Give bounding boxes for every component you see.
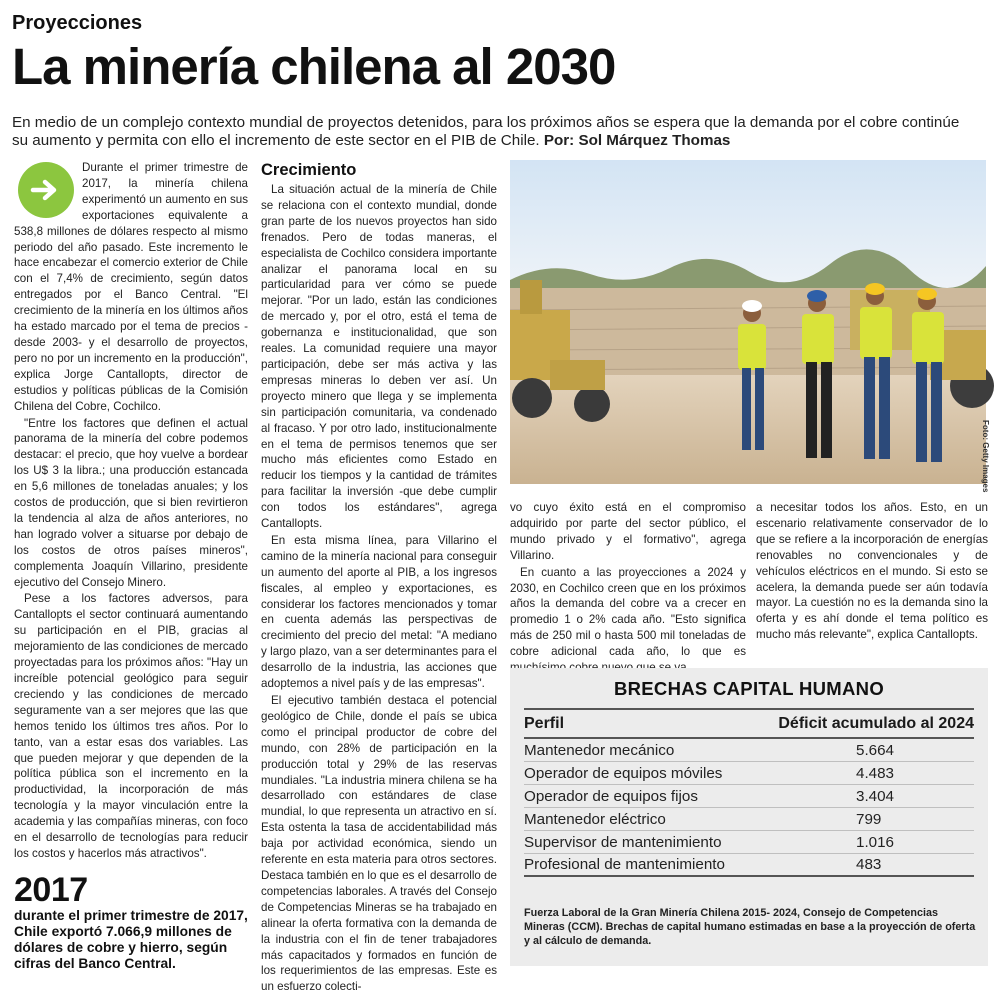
stat-year: 2017 bbox=[14, 870, 88, 909]
table-header bbox=[524, 708, 974, 739]
table-row bbox=[524, 831, 974, 854]
table-cell-perfil: Operador de equipos móviles bbox=[524, 764, 723, 782]
table-cell-perfil: Operador de equipos fijos bbox=[524, 787, 698, 805]
miners-photo bbox=[510, 160, 986, 484]
table-row bbox=[524, 854, 974, 877]
paragraph: a necesitar todos los años. Esto, en un escenario relativamente conservador de lo que se refiere a la incorporación de energías renovables no convencionales y de vehículos eléctricos en el mundo. Si esto se acelera, la demanda puede ser aún todavía mayor. La cuestión no es la demanda sino la oferta y es ahí donde el tema político es mucho más relevante", explica Cantallopts. bbox=[756, 501, 988, 642]
table-cell-deficit: 4.483 bbox=[856, 764, 895, 782]
table-row bbox=[524, 762, 974, 785]
deck-text: En medio de un complejo contexto mundial de proyectos detenidos, para los próximos años se espera que la demanda por el cobre continúe su aumento y permita con ello el incremento de este sector en el PIB de Chile. bbox=[12, 114, 960, 149]
paragraph: "Entre los factores que definen el actual panorama de la minería del cobre podemos destacar: el precio, que hoy vuelve a bordear los U$ 3 la libra.; una producción estancada en 5,6 millones de toneladas anuales; y los costos de producción, que si bien revirtieron la tendencia al alza de años anteriores, no han logrado volver a situarse por debajo de los costos de otros países mineros", complementa Joaquín Villarino, presidente ejecutivo del Consejo Minero. bbox=[14, 416, 248, 589]
human-capital-table bbox=[524, 708, 974, 877]
table-cell-deficit: 5.664 bbox=[856, 741, 895, 759]
headline: La minería chilena al 2030 bbox=[12, 38, 616, 95]
table-cell-deficit: 1.016 bbox=[856, 833, 895, 851]
table-row bbox=[524, 739, 974, 762]
byline: Por: Sol Márquez Thomas bbox=[543, 132, 731, 149]
table-row bbox=[524, 808, 974, 831]
table-source-note: Fuerza Laboral de la Gran Minería Chilena 2015- 2024, Consejo de Competencias Mineras (CCM). Brechas de capital humano estimadas en base a la proyección de oferta y al cálculo de demanda. bbox=[524, 907, 976, 947]
table-header-deficit: Déficit acumulado al 2024 bbox=[778, 715, 974, 732]
article-column-4 bbox=[756, 500, 988, 644]
paragraph: Pese a los factores adversos, para Cantallopts el sector continuará aumentando su participación en el PIB, gracias al mejoramiento de las condiciones de mercado proyectadas para los próximos años: "Hay un increíble potencial geológico para seguir creciendo y las condiciones de mercado seguramente van a ser mejores que las que hemos tenido los últimos tres años. Por lo tanto, van a estar esas dos variables. Las que pueden mejorar y que dependen de la política pública son el incremento en la productividad, la incorporación de más tecnología y la mayor vinculación entre la academia y las compañías mineras, con foco en el desarrollo de tecnologías para reducir los costos y hacerlos más atractivos". bbox=[14, 592, 248, 860]
table-header-perfil: Perfil bbox=[524, 715, 565, 732]
table-cell-perfil: Supervisor de mantenimiento bbox=[524, 833, 722, 851]
table-cell-perfil: Mantenedor mecánico bbox=[524, 741, 675, 759]
paragraph: Durante el primer trimestre de 2017, la minería chilena experimentó un aumento en sus exportaciones equivalente a 538,8 millones de dólares respecto al mismo periodo del año pasado. Este incremento le hace encabezar el comercio exterior de Chile con el 7,4% de crecimiento, según datos entregados por el Banco Central. "El crecimiento de la minería en los últimos años ha estado marcado por el tema de precios -desde 2003- y el desarrollo de proyectos, pero no por un incremento en la producción", explica Jorge Cantallopts, director de estudios y políticas públicas de la Comisión Chilena del Cobre, Cochilco. bbox=[14, 161, 248, 413]
arrow-right-icon bbox=[18, 162, 74, 218]
paragraph: En cuanto a las proyecciones a 2024 y 2030, en Cochilco creen que en los próximos años la demanda del cobre va a crecer en promedio 1 o 2% cada año. "Esto significa más de 250 mil o hasta 500 mil toneladas de cobre adicional cada año, lo que es bbox=[510, 565, 746, 659]
article-column-2 bbox=[261, 160, 497, 994]
table-row bbox=[524, 785, 974, 808]
table-cell-deficit: 3.404 bbox=[856, 787, 895, 805]
section-label: Proyecciones bbox=[12, 12, 143, 34]
deck bbox=[12, 114, 972, 150]
table-cell-deficit: 483 bbox=[856, 856, 882, 873]
article-column-3 bbox=[510, 500, 746, 677]
human-capital-table-box bbox=[510, 668, 988, 966]
article-column-1 bbox=[14, 160, 248, 972]
paragraph: La situación actual de la minería de Chile se relaciona con el contexto mundial, donde gran parte de los nuevos proyectos han sido frenados. Pero de todas maneras, el especialista de Cochilco considera importante analizar el panorama local en su particularidad para ver cómo se puede mejorar. "Por un lado, están las condiciones de mercado y, por el otro, está el tema de gobernanza e institucionalidad, que son reales. La comunidad requiere una mayor participación, debe ser más activa y las empresas mineras lo deben ver así. Un proyecto minero que llega y se implementa sin participación comunitaria, va condenado al fracaso. Y por otro lado, institucionalmente en el tema de permisos tenemos que ser mucho más eficientes como Estado en reducir los tiempos y la cantidad de trámites para facilitar la inversión -que debe cumplir con todos los estándares", agrega Cantallopts. bbox=[261, 183, 497, 531]
table-cell-perfil: Mantenedor eléctrico bbox=[524, 810, 666, 828]
table-title: BRECHAS CAPITAL HUMANO bbox=[613, 678, 885, 699]
stat-text: durante el primer trimestre de 2017, Chile exportó 7.066,9 millones de dólares de cobre y hierro, según cifras del Banco Central. bbox=[14, 907, 248, 971]
paragraph: El ejecutivo también destaca el potencial geológico de Chile, donde el país se ubica como el principal productor de cobre del mundo, con 28% de participación en la producción total y 29% de las reservas mundiales. "La industria minera chilena se ha desarrollado con estándares de clase mundial, lo que representa un atractivo en sí. Esta ostenta la tasa de accidentabilidad más baja por actividad económica, siendo un referente en esta materia para otros sectores. Destaca también en lo que es el desarrollo de competencias laborales. A través del Consejo de Competencias Mineras se ha trabajado en alinear la oferta formativa con la demanda de la industria con el fin de tener trabajadores más capacitados y formados en función de los requerimientos de las empresas. Este es un esfuerzo colecti- bbox=[261, 694, 497, 994]
subhead: Crecimiento bbox=[261, 161, 357, 179]
paragraph: vo cuyo éxito está en el compromiso adquirido por parte del sector público, el mundo privado y el formativo", agrega Villarino. bbox=[510, 501, 746, 562]
paragraph: En esta misma línea, para Villarino el camino de la minería nacional para conseguir un aumento del aporte al PIB, a los ingresos fiscales, al empleo y exportaciones, es considerar los factores mencionados y tomar en cuenta además las perspectivas de crecimiento del precio del metal: "A mediano y largo plazo, van a ser determinantes para el desarrollo de la industria, las acciones que adoptemos a nivel país y de las empresas". bbox=[261, 533, 497, 691]
table-cell-deficit: 799 bbox=[856, 810, 882, 828]
table-cell-perfil: Profesional de mantenimiento bbox=[524, 856, 725, 873]
photo-credit: Foto: Getty Images bbox=[981, 420, 990, 493]
